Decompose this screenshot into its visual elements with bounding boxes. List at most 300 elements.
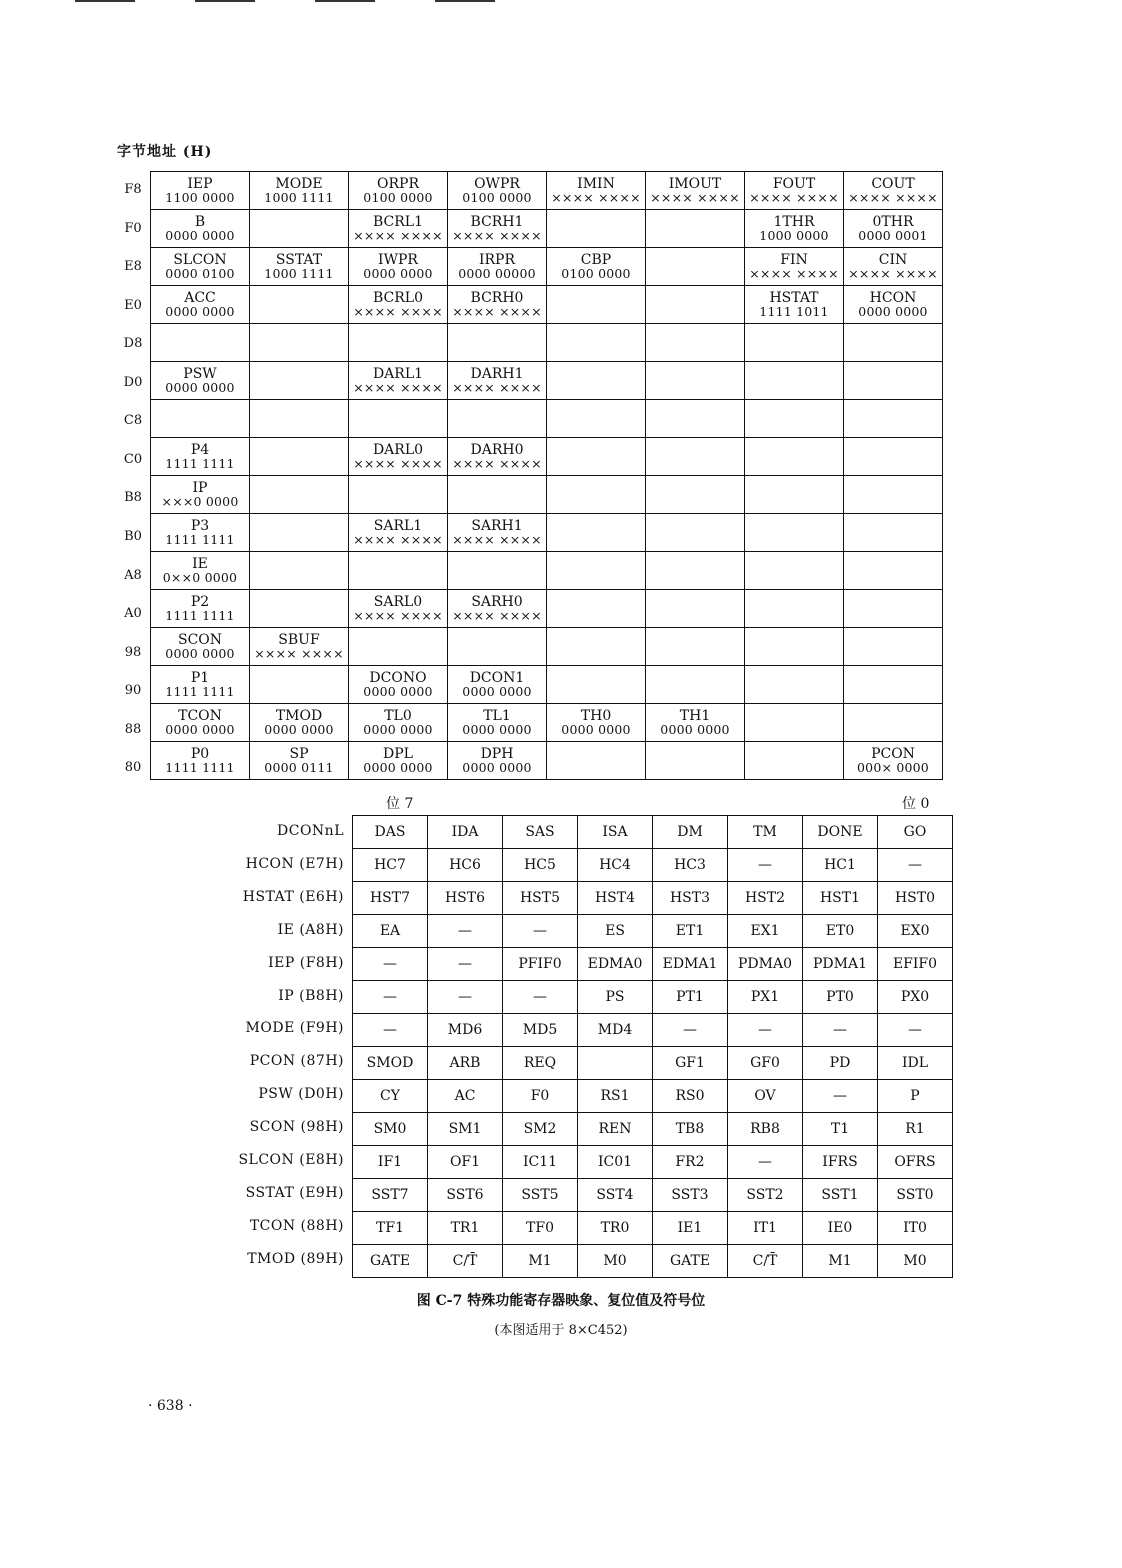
register-name: DARL0 <box>372 441 424 458</box>
sfr-cell <box>349 286 448 324</box>
register-name: IRPR <box>478 251 516 268</box>
bit-symbol: FR2 <box>653 1146 728 1179</box>
sfr-cell <box>745 210 844 248</box>
top-rule <box>75 0 135 2</box>
reset-value: 0000 0000 <box>165 722 235 738</box>
bit-symbol: HC6 <box>428 849 503 882</box>
bit-symbol: CY <box>353 1080 428 1113</box>
sfr-cell <box>547 438 646 476</box>
sfr-row <box>151 552 943 590</box>
sfr-cell <box>547 514 646 552</box>
reset-value: 0000 0000 <box>165 304 235 320</box>
bit-register-name: IE (A8H) <box>277 921 344 938</box>
sfr-cell <box>448 704 547 742</box>
bit-symbol: — <box>428 981 503 1014</box>
bit-symbol: — <box>728 1014 803 1047</box>
register-name: P1 <box>190 669 210 686</box>
sfr-row <box>151 286 943 324</box>
sfr-cell <box>151 552 250 590</box>
bit-symbol: ES <box>578 915 653 948</box>
reset-value: 1111 1111 <box>165 456 235 472</box>
byte-address: E8 <box>124 259 142 275</box>
register-name: TH1 <box>679 707 711 724</box>
bit-symbol: REQ <box>503 1047 578 1080</box>
sfr-cell <box>448 742 547 780</box>
bit-symbol: HST1 <box>803 882 878 915</box>
register-name: HCON <box>869 289 917 306</box>
bit-symbol: SM0 <box>353 1113 428 1146</box>
reset-value: 0000 0000 <box>363 722 433 738</box>
bit-symbol: IF1 <box>353 1146 428 1179</box>
sfr-cell <box>151 362 250 400</box>
sfr-cell <box>151 628 250 666</box>
bit-symbol: M0 <box>578 1245 653 1278</box>
sfr-cell <box>745 172 844 210</box>
sfr-cell <box>646 514 745 552</box>
sfr-cell <box>349 552 448 590</box>
bit-register-name: SLCON (E8H) <box>238 1152 344 1168</box>
bit-symbol: T1 <box>803 1113 878 1146</box>
top-rule <box>195 0 255 2</box>
reset-value: ×××× ×××× <box>452 380 542 396</box>
bit-symbol: SM1 <box>428 1113 503 1146</box>
bit-symbol: PT0 <box>803 981 878 1014</box>
reset-value: 1111 1111 <box>165 684 235 700</box>
register-name: SARL1 <box>373 517 423 534</box>
reset-value: ×××× ×××× <box>452 304 542 320</box>
register-name: COUT <box>871 175 915 192</box>
sfr-cell <box>844 514 943 552</box>
sfr-row <box>151 438 943 476</box>
bit-symbol <box>578 1047 653 1080</box>
register-name: TL1 <box>483 707 511 724</box>
bit-symbol: IE0 <box>803 1212 878 1245</box>
register-name: FIN <box>780 251 808 268</box>
register-name: SARH0 <box>471 593 523 610</box>
bit-symbol: HST4 <box>578 882 653 915</box>
bit-symbol: PD <box>803 1047 878 1080</box>
sfr-cell <box>547 552 646 590</box>
byte-address: 88 <box>124 721 142 737</box>
reset-value: 0000 0000 <box>462 722 532 738</box>
bit-symbol: — <box>803 1014 878 1047</box>
reset-value: ×××× ×××× <box>551 190 641 206</box>
reset-value: 0000 0000 <box>363 266 433 282</box>
sfr-cell <box>745 590 844 628</box>
reset-value: ×××× ×××× <box>452 532 542 548</box>
bit-symbol: SST6 <box>428 1179 503 1212</box>
bit-symbol: M0 <box>878 1245 953 1278</box>
sfr-cell <box>646 628 745 666</box>
bit-symbol: C/T̄ <box>728 1245 803 1278</box>
reset-value: ×××× ×××× <box>650 190 740 206</box>
sfr-cell <box>250 286 349 324</box>
sfr-cell <box>745 666 844 704</box>
bit-row <box>353 915 953 948</box>
sfr-cell <box>151 666 250 704</box>
sfr-cell <box>646 286 745 324</box>
bit-symbol: GF0 <box>728 1047 803 1080</box>
sfr-cell <box>745 400 844 438</box>
reset-value: 1000 1111 <box>264 190 334 206</box>
sfr-cell <box>745 552 844 590</box>
reset-value: 0000 0000 <box>462 760 532 776</box>
bit-symbol: F0 <box>503 1080 578 1113</box>
sfr-row <box>151 590 943 628</box>
register-name: CBP <box>580 251 612 268</box>
sfr-cell <box>547 666 646 704</box>
bit-symbol: HC7 <box>353 849 428 882</box>
sfr-cell <box>151 476 250 514</box>
bit-symbol: IC01 <box>578 1146 653 1179</box>
sfr-cell <box>151 286 250 324</box>
sfr-cell <box>646 666 745 704</box>
bit-symbol: IT1 <box>728 1212 803 1245</box>
sfr-cell <box>646 172 745 210</box>
byte-address: C0 <box>123 451 143 467</box>
sfr-cell <box>448 210 547 248</box>
byte-address: D8 <box>123 336 143 352</box>
sfr-cell <box>844 362 943 400</box>
sfr-cell <box>151 210 250 248</box>
bit-symbol: EX0 <box>878 915 953 948</box>
reset-value: 1000 0000 <box>759 228 829 244</box>
sfr-cell <box>745 324 844 362</box>
sfr-row <box>151 476 943 514</box>
reset-value: 0000 00000 <box>458 266 536 282</box>
sfr-cell <box>745 286 844 324</box>
reset-value: ×××× ×××× <box>452 228 542 244</box>
bit-row <box>353 849 953 882</box>
sfr-cell <box>844 666 943 704</box>
bit-row <box>353 1080 953 1113</box>
bit-symbol: TR0 <box>578 1212 653 1245</box>
sfr-cell <box>151 324 250 362</box>
bit-symbol: DONE <box>803 816 878 849</box>
bit-register-name: MODE (F9H) <box>245 1020 344 1037</box>
bit-symbol: GATE <box>353 1245 428 1278</box>
byte-address: C8 <box>123 413 143 429</box>
register-name: IE <box>192 555 208 572</box>
bit-symbol: HC5 <box>503 849 578 882</box>
sfr-cell <box>349 324 448 362</box>
byte-address-label: 字节地址 (H) <box>117 144 213 160</box>
bit-symbol: ARB <box>428 1047 503 1080</box>
sfr-cell <box>745 476 844 514</box>
sfr-row <box>151 248 943 286</box>
sfr-cell <box>250 362 349 400</box>
byte-address: F8 <box>124 182 142 197</box>
bit-register-name: SSTAT (E9H) <box>245 1184 344 1201</box>
bit-symbol: PS <box>578 981 653 1014</box>
register-name: FOUT <box>772 175 816 192</box>
bit-symbol: SST7 <box>353 1179 428 1212</box>
bit-symbol: MD4 <box>578 1014 653 1047</box>
sfr-cell <box>547 704 646 742</box>
bit-symbol: PX1 <box>728 981 803 1014</box>
sfr-cell <box>448 438 547 476</box>
reset-value: ×××× ×××× <box>353 532 443 548</box>
sfr-cell <box>448 476 547 514</box>
reset-value: 0000 0000 <box>165 228 235 244</box>
bit-symbol: — <box>728 849 803 882</box>
bit-symbol: SAS <box>503 816 578 849</box>
reset-value: 0000 0000 <box>858 304 928 320</box>
reset-value: 000× 0000 <box>857 760 929 776</box>
register-name: MODE <box>275 175 323 192</box>
sfr-cell <box>547 476 646 514</box>
sfr-row <box>151 704 943 742</box>
sfr-cell <box>745 704 844 742</box>
reset-value: 1111 1111 <box>165 608 235 624</box>
bit-register-name: HCON (E7H) <box>245 855 344 872</box>
bit-symbol: IC11 <box>503 1146 578 1179</box>
reset-value: ×××× ×××× <box>452 456 542 472</box>
sfr-cell <box>448 590 547 628</box>
bit-symbol: TF0 <box>503 1212 578 1245</box>
bit-symbol: — <box>803 1080 878 1113</box>
sfr-row <box>151 172 943 210</box>
sfr-cell <box>349 438 448 476</box>
byte-address: 98 <box>124 644 142 660</box>
sfr-cell <box>547 172 646 210</box>
reset-value: 0000 0000 <box>165 380 235 396</box>
register-name: P3 <box>190 517 210 534</box>
bit-symbol: GATE <box>653 1245 728 1278</box>
sfr-cell <box>448 172 547 210</box>
register-name: P4 <box>190 441 210 458</box>
register-name: SARL0 <box>373 593 423 610</box>
register-name: HSTAT <box>769 289 819 306</box>
bit-symbol: — <box>503 981 578 1014</box>
bit-symbol: HST6 <box>428 882 503 915</box>
register-name: TCON <box>178 707 222 724</box>
bit-symbol: SST5 <box>503 1179 578 1212</box>
sfr-cell <box>349 248 448 286</box>
bit-symbol: TR1 <box>428 1212 503 1245</box>
bit-row <box>353 1047 953 1080</box>
sfr-cell <box>547 286 646 324</box>
bit-row <box>353 1212 953 1245</box>
bit-symbol: SST2 <box>728 1179 803 1212</box>
sfr-row <box>151 210 943 248</box>
bit-symbol: TB8 <box>653 1113 728 1146</box>
sfr-cell <box>151 172 250 210</box>
sfr-cell <box>844 438 943 476</box>
sfr-cell <box>547 362 646 400</box>
sfr-cell <box>349 514 448 552</box>
bit-symbol: SST3 <box>653 1179 728 1212</box>
register-name: BCRL0 <box>372 289 423 306</box>
sfr-cell <box>448 286 547 324</box>
bit-symbol: SST1 <box>803 1179 878 1212</box>
bit-register-name: IP (B8H) <box>278 987 344 1004</box>
sfr-row <box>151 628 943 666</box>
bit-symbol: MD6 <box>428 1014 503 1047</box>
bit-row <box>353 981 953 1014</box>
sfr-cell <box>448 666 547 704</box>
bit-symbol: ISA <box>578 816 653 849</box>
sfr-cell <box>547 400 646 438</box>
reset-value: ×××× ×××× <box>848 190 938 206</box>
reset-value: 0××0 0000 <box>162 570 238 586</box>
sfr-cell <box>844 742 943 780</box>
sfr-row <box>151 666 943 704</box>
register-name: 0THR <box>872 213 914 230</box>
sfr-cell <box>448 628 547 666</box>
sfr-cell <box>646 590 745 628</box>
bit-register-name: TMOD (89H) <box>247 1250 344 1267</box>
bit-symbol: — <box>878 1014 953 1047</box>
register-name: TL0 <box>384 707 412 724</box>
bit-register-name: IEP (F8H) <box>268 954 344 971</box>
register-name: IEP <box>187 175 213 192</box>
bit-symbol: RS1 <box>578 1080 653 1113</box>
address-column <box>118 171 148 788</box>
bit-row <box>353 948 953 981</box>
sfr-cell <box>250 248 349 286</box>
bit-symbol: — <box>653 1014 728 1047</box>
bit-symbol: DM <box>653 816 728 849</box>
sfr-cell <box>349 628 448 666</box>
sfr-row <box>151 742 943 780</box>
sfr-row <box>151 362 943 400</box>
bit-symbol: HST2 <box>728 882 803 915</box>
byte-address: 90 <box>124 683 142 699</box>
bit-symbol: PX0 <box>878 981 953 1014</box>
bit-symbol: ET1 <box>653 915 728 948</box>
reset-value: ×××× ×××× <box>749 190 839 206</box>
sfr-cell <box>349 476 448 514</box>
bit-symbol: C/T̄ <box>428 1245 503 1278</box>
reset-value: 0000 0000 <box>660 722 730 738</box>
reset-value: 0100 0000 <box>363 190 433 206</box>
byte-address: D0 <box>123 374 143 390</box>
register-name: OWPR <box>474 175 520 192</box>
bit-register-name: TCON (88H) <box>249 1217 344 1234</box>
sfr-cell <box>844 286 943 324</box>
sfr-cell <box>349 172 448 210</box>
bit-symbol: OV <box>728 1080 803 1113</box>
sfr-cell <box>250 400 349 438</box>
register-name: BCRH1 <box>470 213 524 230</box>
bit-symbol: EDMA0 <box>578 948 653 981</box>
register-name: P2 <box>190 593 210 610</box>
bit-symbol: — <box>428 915 503 948</box>
register-name: IWPR <box>378 251 418 268</box>
sfr-cell <box>250 324 349 362</box>
bit-symbol: PFIF0 <box>503 948 578 981</box>
reset-value: 0000 0000 <box>363 684 433 700</box>
reset-value: ×××× ×××× <box>353 304 443 320</box>
register-name: 1THR <box>773 213 815 230</box>
sfr-cell <box>349 400 448 438</box>
bit-symbol: OF1 <box>428 1146 503 1179</box>
bit-row <box>353 1245 953 1278</box>
sfr-cell <box>250 666 349 704</box>
bit-symbol: IT0 <box>878 1212 953 1245</box>
bit-symbol: SST0 <box>878 1179 953 1212</box>
register-name: BCRL1 <box>372 213 423 230</box>
bit-symbol: REN <box>578 1113 653 1146</box>
sfr-cell <box>448 514 547 552</box>
reset-value: 0000 0100 <box>165 266 235 282</box>
sfr-cell <box>250 172 349 210</box>
sfr-cell <box>151 704 250 742</box>
register-name: CIN <box>878 251 908 268</box>
bit-register-name: SCON (98H) <box>249 1119 344 1136</box>
bit-symbol: ET0 <box>803 915 878 948</box>
sfr-cell <box>151 438 250 476</box>
sfr-cell <box>151 248 250 286</box>
bit-symbol: — <box>728 1146 803 1179</box>
byte-address: F0 <box>124 220 142 236</box>
bit-register-name: DCONnL <box>277 823 344 839</box>
sfr-row <box>151 514 943 552</box>
bit-symbol: RS0 <box>653 1080 728 1113</box>
sfr-cell <box>646 704 745 742</box>
register-name: BCRH0 <box>470 289 524 306</box>
sfr-cell <box>547 210 646 248</box>
register-name: IP <box>192 479 208 496</box>
top-rule <box>435 0 495 2</box>
top-rule <box>315 0 375 2</box>
bit-symbol: IFRS <box>803 1146 878 1179</box>
register-name: ACC <box>184 289 216 306</box>
sfr-cell <box>349 704 448 742</box>
sfr-cell <box>250 704 349 742</box>
sfr-cell <box>844 324 943 362</box>
sfr-cell <box>844 590 943 628</box>
sfr-cell <box>547 628 646 666</box>
sfr-cell <box>250 628 349 666</box>
byte-address: B8 <box>124 490 142 506</box>
byte-address: A0 <box>124 606 142 622</box>
sfr-cell <box>844 248 943 286</box>
figure-caption-subtitle: (本图适用于 8×C452) <box>494 1323 628 1338</box>
sfr-cell <box>151 590 250 628</box>
reset-value: 0100 0000 <box>561 266 631 282</box>
bit-symbol: DAS <box>353 816 428 849</box>
bit-symbol: SST4 <box>578 1179 653 1212</box>
sfr-cell <box>844 704 943 742</box>
sfr-cell <box>349 210 448 248</box>
bit-symbol: EA <box>353 915 428 948</box>
bit-row <box>353 882 953 915</box>
sfr-cell <box>250 590 349 628</box>
bit-symbol: — <box>353 1014 428 1047</box>
bit-row <box>353 1179 953 1212</box>
sfr-cell <box>844 476 943 514</box>
bit-symbol: HC4 <box>578 849 653 882</box>
sfr-cell <box>646 476 745 514</box>
sfr-cell <box>547 742 646 780</box>
bit-symbol: EX1 <box>728 915 803 948</box>
bit-symbol: PDMA1 <box>803 948 878 981</box>
register-name: DARH0 <box>470 441 524 458</box>
page-number: · 638 · <box>148 1398 193 1414</box>
sfr-cell <box>844 552 943 590</box>
sfr-cell <box>646 324 745 362</box>
bit-symbol: — <box>353 981 428 1014</box>
bit-symbol: HC1 <box>803 849 878 882</box>
sfr-cell <box>250 552 349 590</box>
bit-symbol: SMOD <box>353 1047 428 1080</box>
register-name: SLCON <box>173 251 227 268</box>
bit-row <box>353 1146 953 1179</box>
sfr-cell <box>448 248 547 286</box>
register-name: IMIN <box>577 175 615 192</box>
